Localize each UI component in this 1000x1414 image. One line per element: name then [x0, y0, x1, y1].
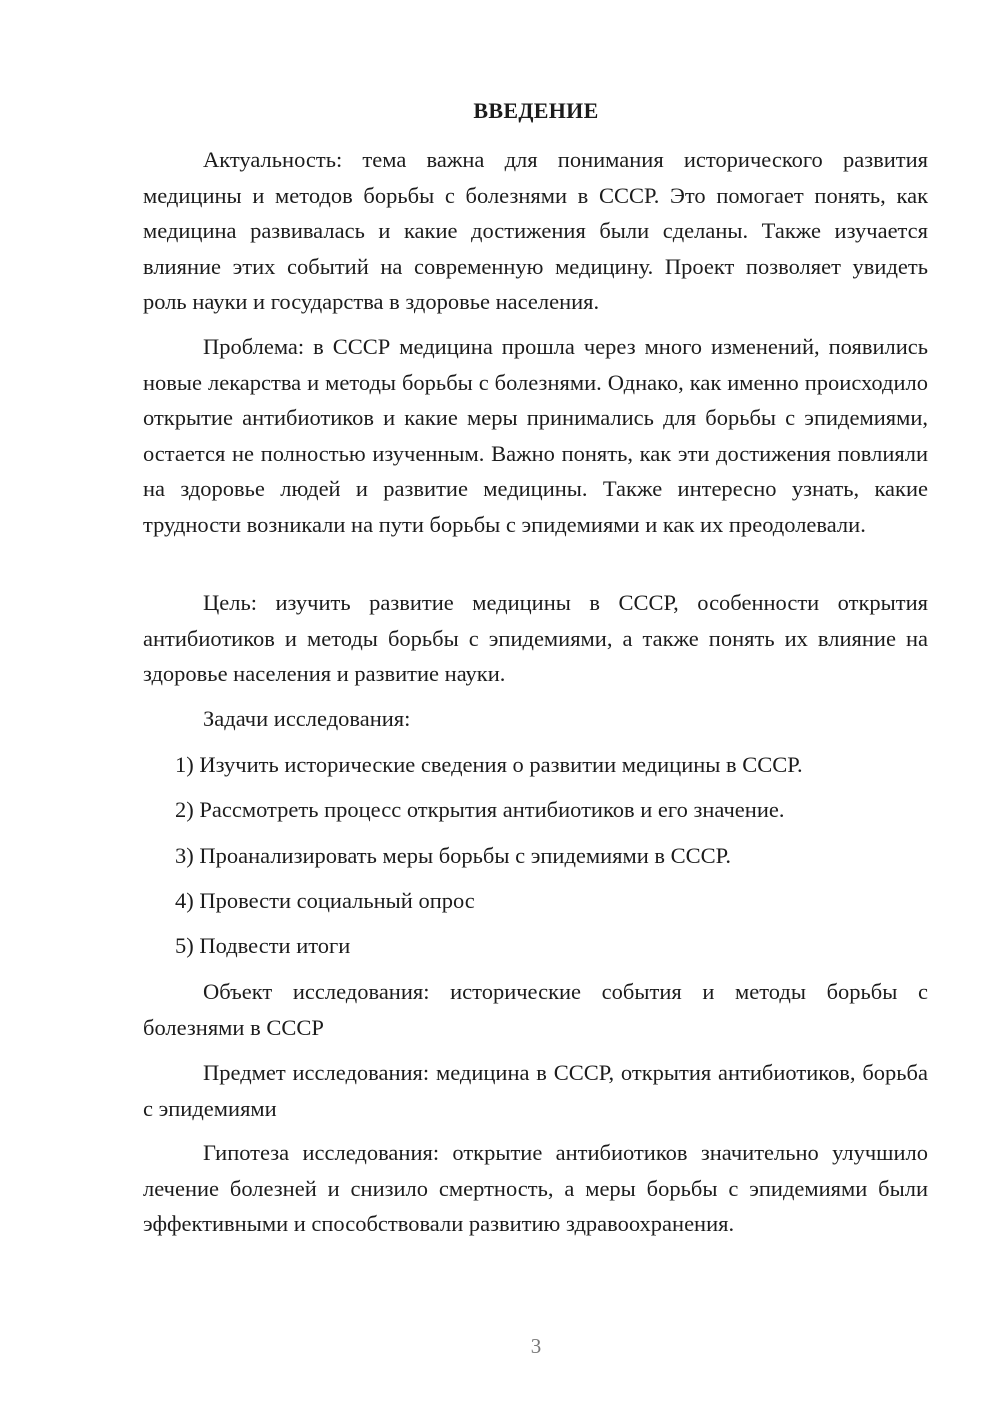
paragraph-subject: Предмет исследования: медицина в СССР, открытия антибиотиков, борьба с эпидемиями	[143, 1060, 928, 1121]
task-item-1: 1) Изучить исторические сведения о развитии медицины в СССР.	[175, 752, 803, 777]
task-item-2: 2) Рассмотреть процесс открытия антибиотиков и его значение.	[175, 797, 785, 822]
paragraph-object: Объект исследования: исторические события и методы борьбы с болезнями в СССР	[143, 979, 928, 1040]
paragraph-hypothesis: Гипотеза исследования: открытие антибиотиков значительно улучшило лечение болезней и снизило смертность, а меры борьбы с эпидемиями были эффективными и способствовали развитию здравоохранения.	[143, 1140, 928, 1236]
page-number: 3	[530, 1334, 542, 1358]
paragraph-relevance: Актуальность: тема важна для понимания исторического развития медицины и методов борьбы с болезнями в СССР. Это помогает понять, как медицина развивалась и какие достижения были сделаны. Также изучается влияние этих событий на современную медицину. Проект позволяет увидеть роль науки и государства в здоровье населения.	[143, 147, 928, 314]
task-item-5: 5) Подвести итоги	[175, 933, 351, 958]
tasks-title: Задачи исследования:	[203, 706, 411, 731]
task-item-4: 4) Провести социальный опрос	[175, 888, 475, 913]
paragraph-problem: Проблема: в СССР медицина прошла через много изменений, появились новые лекарства и методы борьбы с болезнями. Однако, как именно происходило открытие антибиотиков и какие меры принимались для борьбы с эпидемиями, остается не полностью изученным. Важно понять, как эти достижения повлияли на здоровье людей и развитие медицины. Также интересно узнать, какие трудности возникали на пути борьбы с эпидемиями и как их преодолевали.	[143, 334, 928, 537]
paragraph-goal: Цель: изучить развитие медицины в СССР, особенности открытия антибиотиков и методы борьбы с эпидемиями, а также понять их влияние на здоровье населения и развитие науки.	[143, 590, 928, 686]
task-item-3: 3) Проанализировать меры борьбы с эпидемиями в СССР.	[175, 843, 732, 868]
section-heading: ВВЕДЕНИЕ	[473, 98, 599, 123]
